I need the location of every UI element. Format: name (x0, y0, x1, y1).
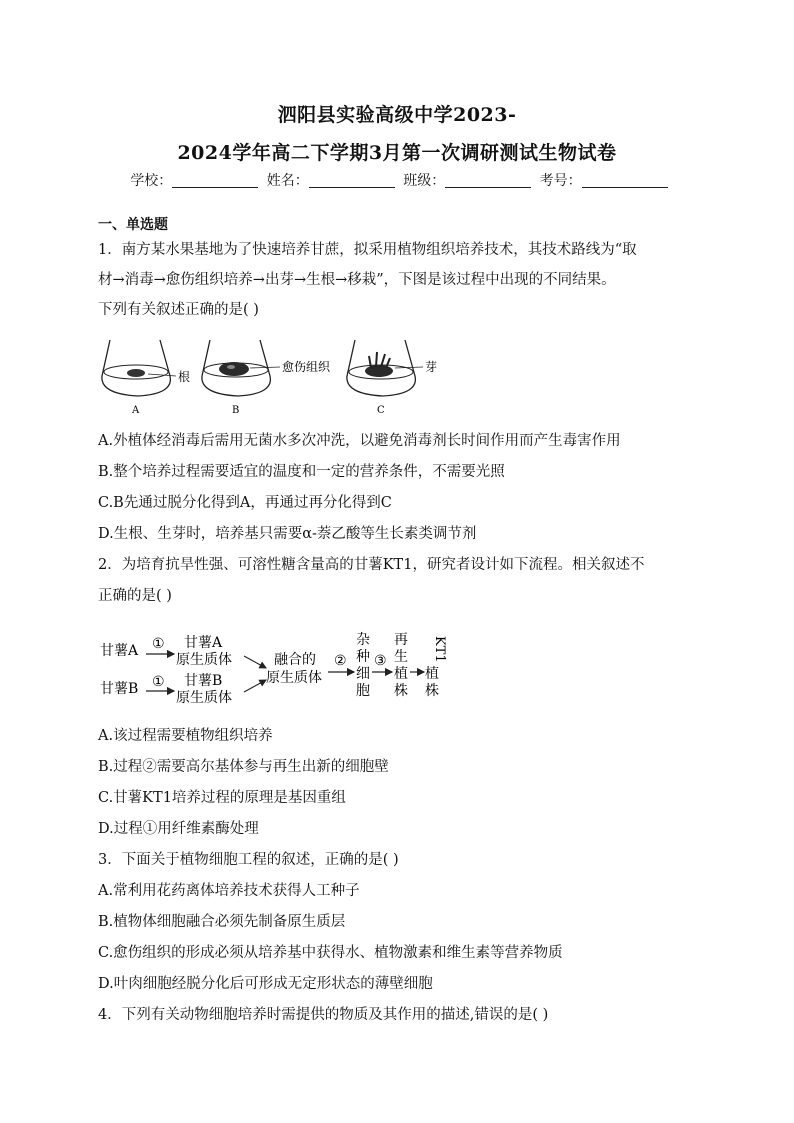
q2-option-d: D.过程①用纤维素酶处理 (98, 821, 259, 837)
exam-title-line2: 2024学年高二下学期3月第一次调研测试生物试卷 (177, 142, 617, 164)
label-c: C (377, 405, 385, 416)
q1-option-c: C.B先通过脱分化得到A，再通过再分化得到C (98, 495, 392, 511)
regen-char2: 生 (394, 649, 408, 665)
q2-stem-line2: 正确的是( ) (98, 588, 172, 604)
school-blank[interactable] (172, 173, 258, 188)
q3-option-b: B.植物体细胞融合必须先制备原生质层 (98, 914, 346, 930)
exam-number-label: 考号： (539, 173, 582, 189)
label-root: 根 (178, 370, 191, 384)
kt1-label: KT1 (432, 636, 447, 663)
q2-stem-line1: 2．为培育抗旱性强、可溶性糖含量高的甘薯KT1，研究者设计如下流程。相关叙述不 (98, 557, 645, 573)
q1-option-a: A.外植体经消毒后需用无菌水多次冲洗，以避免消毒剂长时间作用而产生毒害作用 (98, 433, 621, 449)
q1-stem-line2: 材→消毒→愈伤组织培养→出芽→生根→移栽”，下图是该过程中出现的不同结果。 (98, 272, 616, 288)
hybrid-char4: 胞 (356, 683, 370, 699)
q2-fusion-flow-diagram (98, 630, 458, 710)
regen-char1: 再 (394, 632, 408, 648)
kt-char-plant: 植 (425, 666, 439, 682)
q2-option-b: B.过程②需要高尔基体参与再生出新的细胞壁 (98, 759, 389, 775)
protoplast-a-line2: 原生质体 (176, 652, 232, 668)
flask-a (102, 340, 190, 416)
protoplast-b-line1: 甘薯B (184, 673, 223, 689)
step3: ③ (374, 653, 387, 669)
regen-char3: 植 (394, 666, 408, 682)
q1-stem-line3: 下列有关叙述正确的是( ) (98, 302, 259, 318)
fused-line1: 融合的 (274, 652, 316, 668)
step1-b: ① (152, 674, 165, 690)
q1-option-d: D.生根、生芽时，培养基只需要α-萘乙酸等生长素类调节剂 (98, 526, 477, 542)
kt-char-stock: 株 (425, 683, 439, 699)
hybrid-char3: 细 (356, 666, 370, 682)
exam-title-line1: 泗阳县实验高级中学2023- (277, 104, 517, 126)
q3-option-a: A.常利用花药离体培养技术获得人工种子 (98, 883, 360, 899)
q1-culture-dish-figure (98, 336, 448, 416)
class-blank[interactable] (445, 173, 531, 188)
hybrid-char2: 种 (356, 649, 370, 665)
sweet-potato-a: 甘薯A (100, 643, 139, 659)
name-label: 姓名： (266, 173, 309, 189)
q3-stem: 3．下面关于植物细胞工程的叙述，正确的是( ) (98, 852, 399, 868)
protoplast-b-line2: 原生质体 (176, 690, 232, 706)
q4-stem: 4．下列有关动物细胞培养时需提供的物质及其作用的描述,错误的是( ) (98, 1007, 549, 1023)
q2-option-c: C.甘薯KT1培养过程的原理是基因重组 (98, 790, 346, 806)
label-bud: 芽 (425, 360, 438, 374)
fused-line2: 原生质体 (266, 670, 322, 686)
school-label: 学校： (130, 173, 173, 189)
step2: ② (334, 653, 347, 669)
flask-c (347, 340, 437, 416)
protoplast-a-line1: 甘薯A (184, 635, 223, 651)
exam-number-blank[interactable] (582, 173, 668, 188)
q2-option-a: A.该过程需要植物组织培养 (98, 728, 273, 744)
sweet-potato-b: 甘薯B (100, 681, 139, 697)
step1-a: ① (152, 636, 165, 652)
label-a: A (132, 405, 140, 416)
label-b: B (232, 405, 240, 416)
label-callus: 愈伤组织 (282, 360, 331, 374)
regen-char4: 株 (394, 683, 408, 699)
q1-stem-line1: 1．南方某水果基地为了快速培养甘蔗，拟采用植物组织培养技术，其技术路线为“取 (98, 242, 637, 258)
q3-option-c: C.愈伤组织的形成必须从培养基中获得水、植物激素和维生素等营养物质 (98, 945, 563, 961)
class-label: 班级： (403, 173, 446, 189)
q3-option-d: D.叶肉细胞经脱分化后可形成无定形状态的薄壁细胞 (98, 976, 433, 992)
student-info-row (0, 170, 794, 190)
q1-option-b: B.整个培养过程需要适宜的温度和一定的营养条件，不需要光照 (98, 464, 505, 480)
section-heading: 一、单选题 (98, 217, 168, 233)
hybrid-char1: 杂 (356, 632, 370, 648)
name-blank[interactable] (309, 173, 395, 188)
flask-b (202, 340, 331, 416)
